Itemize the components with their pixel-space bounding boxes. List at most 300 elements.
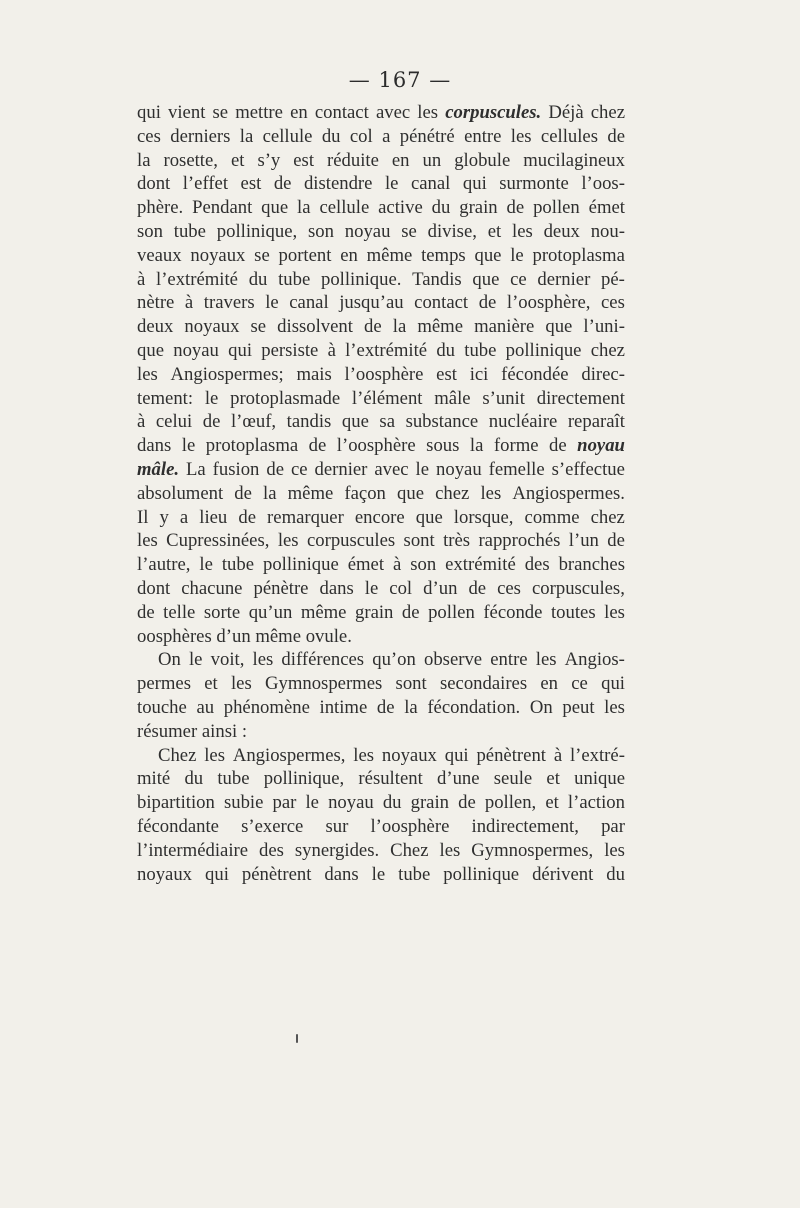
word: temps	[421, 244, 466, 266]
word: tube	[173, 220, 206, 242]
word: deux	[137, 316, 174, 338]
word: même	[417, 316, 463, 338]
word: cellule	[262, 125, 313, 147]
word: de	[364, 316, 382, 338]
text-line	[137, 410, 625, 434]
word: sur	[325, 815, 349, 837]
word: divise,	[427, 220, 477, 242]
italic-word: noyau	[577, 435, 625, 457]
text-line	[137, 220, 625, 244]
word: que	[137, 339, 164, 361]
word: portent	[278, 244, 332, 266]
word: du	[382, 792, 402, 814]
word: façon	[344, 482, 386, 504]
word: remarquer	[267, 506, 344, 528]
word: pénétré	[399, 125, 455, 147]
word: reparaît	[567, 411, 625, 433]
word: même	[366, 244, 413, 266]
word: de	[478, 292, 497, 314]
word: persiste	[261, 339, 319, 361]
word: synergides.	[294, 839, 380, 861]
word: secondaires	[439, 673, 528, 695]
word: des	[259, 839, 284, 861]
word: mâle	[434, 387, 471, 409]
word: le	[199, 554, 213, 576]
word: se	[250, 316, 267, 338]
word: chez	[435, 482, 470, 504]
word: noyau	[436, 458, 482, 480]
word: en	[540, 673, 559, 695]
word: à	[553, 744, 563, 766]
word: son	[137, 220, 163, 242]
word: dans	[324, 863, 359, 885]
word: dans	[137, 435, 172, 457]
word: que	[545, 316, 573, 338]
word: ce	[290, 458, 308, 480]
word: du	[184, 768, 204, 790]
word: pollinique	[443, 863, 520, 885]
word: chez	[590, 102, 625, 123]
word: tube	[398, 863, 431, 885]
word: deux	[543, 220, 580, 242]
word: en	[340, 244, 358, 266]
text-line	[137, 791, 625, 815]
word: noyau	[173, 339, 219, 361]
word: s’effectue	[551, 458, 625, 480]
text-line	[137, 577, 625, 601]
word: à	[137, 268, 146, 290]
word: différences	[281, 649, 365, 671]
text-line	[137, 291, 625, 315]
word: Cupressinées,	[166, 530, 270, 552]
word: pollen	[533, 197, 580, 219]
word: l’oosphère	[336, 435, 416, 457]
word: se	[254, 244, 270, 266]
word: résultent	[358, 768, 423, 790]
word: pénètre	[253, 577, 309, 599]
word: sont	[395, 673, 427, 695]
word: Il	[137, 506, 149, 528]
word: l’action	[567, 792, 625, 814]
word: Angiospermes;	[170, 363, 284, 385]
text-line	[137, 387, 625, 411]
word: qu’un	[248, 601, 293, 623]
word: pollinique.	[320, 268, 402, 290]
word: surmonte	[499, 173, 569, 195]
word: col	[349, 125, 373, 147]
text-line	[137, 482, 625, 506]
word: que	[415, 506, 443, 528]
word: celui	[155, 411, 193, 433]
word: chez	[590, 339, 625, 361]
word: extrémité	[445, 554, 516, 576]
word: manière	[474, 316, 535, 338]
word: dernier	[537, 268, 591, 290]
word: avec	[375, 102, 411, 123]
word: l’oosphère	[370, 815, 450, 837]
word: nou-	[590, 220, 625, 242]
word: et	[546, 768, 560, 790]
word: de	[607, 125, 625, 147]
word: grain	[355, 601, 394, 623]
word: mais	[296, 363, 332, 385]
word: à	[184, 292, 194, 314]
word: entre	[490, 649, 528, 671]
word: Gymnospermes,	[471, 839, 594, 861]
word: mité	[137, 768, 171, 790]
word: dans	[319, 577, 354, 599]
text-line	[137, 149, 625, 173]
word: le	[364, 577, 379, 599]
text-line	[137, 839, 625, 863]
word: cellules	[540, 125, 598, 147]
word: le	[188, 649, 203, 671]
word: l’œuf,	[230, 411, 277, 433]
word: jusqu’au	[339, 292, 404, 314]
word: telle	[163, 601, 196, 623]
word: travers	[203, 292, 255, 314]
word: rapprochés	[478, 530, 561, 552]
text-line	[137, 744, 625, 768]
word: pollen	[428, 601, 475, 623]
word: peut	[562, 696, 595, 718]
word: substance	[405, 411, 479, 433]
word: le	[181, 435, 196, 457]
word: col	[389, 577, 413, 599]
word: sorte	[203, 601, 241, 623]
word: de	[273, 173, 292, 195]
text-line	[137, 125, 625, 149]
text-line	[137, 553, 625, 577]
word: les	[204, 744, 225, 766]
word: les	[230, 673, 252, 695]
word: fécondée	[501, 363, 569, 385]
word: avec	[374, 458, 409, 480]
word: de	[137, 601, 155, 623]
word: et	[204, 673, 218, 695]
word: que	[474, 244, 502, 266]
word: toutes	[550, 601, 596, 623]
word: émet	[347, 554, 385, 576]
word: active	[378, 197, 423, 219]
text-line	[137, 268, 625, 292]
word: indirectement,	[471, 815, 579, 837]
word: de	[234, 482, 252, 504]
word: nètre	[137, 292, 175, 314]
text-line	[137, 434, 625, 458]
word: Tandis	[412, 268, 462, 290]
word: qui	[137, 102, 161, 123]
word: chez	[590, 506, 625, 528]
text-line	[137, 172, 625, 196]
word: du	[321, 125, 341, 147]
text-line	[137, 315, 625, 339]
word: tube	[278, 268, 311, 290]
word: fusion	[212, 458, 260, 480]
word: le	[384, 173, 399, 195]
word: absolument	[137, 482, 224, 504]
word: La	[186, 458, 206, 480]
word: de	[266, 458, 284, 480]
word: :	[241, 720, 248, 742]
word: ces	[497, 577, 521, 599]
word: l’autre,	[137, 554, 191, 576]
ink-speck	[296, 1034, 298, 1043]
word: ovule.	[305, 625, 352, 647]
word: que	[261, 197, 289, 219]
word: femelle	[488, 458, 545, 480]
word: oosphères	[137, 625, 212, 647]
word: de	[607, 530, 625, 552]
word: de	[506, 197, 525, 219]
word: voit,	[210, 649, 245, 671]
text-line	[137, 863, 625, 887]
word: l’oos-	[581, 173, 625, 195]
word: les	[535, 649, 557, 671]
word: se	[212, 102, 229, 123]
word: dernier	[314, 458, 368, 480]
text-line	[137, 363, 625, 387]
word: noyaux	[184, 316, 240, 338]
word: tube	[217, 768, 250, 790]
word: l’extrémité	[156, 268, 238, 290]
word: le	[371, 863, 386, 885]
text-line	[137, 529, 625, 553]
word: qui	[601, 673, 625, 695]
word: que	[341, 411, 369, 433]
word: à	[327, 339, 336, 361]
word: un	[422, 149, 442, 171]
word: les	[353, 744, 375, 766]
word: l’élément	[351, 387, 423, 409]
word: de	[549, 435, 567, 457]
word: mucilagineux	[523, 149, 625, 171]
word: les	[137, 530, 158, 552]
word: canal	[289, 292, 329, 314]
word: en	[290, 102, 308, 123]
word: de	[468, 577, 487, 599]
word: Gymnospermes	[264, 673, 383, 695]
word: vient	[168, 102, 206, 123]
word: est	[240, 173, 262, 195]
word: sa	[379, 411, 395, 433]
word: le	[510, 244, 524, 266]
word: les	[604, 839, 625, 861]
word: de	[401, 601, 420, 623]
word: l’extrémité	[345, 339, 428, 361]
word: dérivent	[532, 863, 594, 885]
word: l’oosphère,	[506, 292, 591, 314]
word: branches	[558, 554, 625, 576]
word: noyau	[328, 792, 374, 814]
word: lorsque,	[453, 506, 514, 528]
word: par	[272, 792, 297, 814]
word: Chez	[158, 744, 197, 766]
word: phère.	[137, 197, 184, 219]
word: Angiospermes,	[232, 744, 346, 766]
word: a	[382, 125, 391, 147]
word: les	[417, 102, 439, 123]
word: l’extré-	[569, 744, 625, 766]
text-line	[137, 767, 625, 791]
word: en	[391, 149, 410, 171]
word: entre	[464, 125, 502, 147]
word: ces	[137, 125, 161, 147]
text-line	[137, 648, 625, 672]
text-line	[137, 339, 625, 363]
word: canal	[410, 173, 451, 195]
word: du	[606, 863, 625, 885]
word: même	[300, 601, 347, 623]
word: qui	[205, 863, 229, 885]
word: protoplasmade	[230, 387, 341, 409]
text-line	[137, 506, 625, 530]
word: les	[439, 839, 461, 861]
word: s’exerce	[241, 815, 304, 837]
word: le	[305, 792, 319, 814]
word: protoplasma	[532, 244, 625, 266]
word: et	[230, 149, 245, 171]
word: même	[255, 625, 302, 647]
word: même	[287, 482, 334, 504]
word: les	[604, 601, 625, 623]
word: Déjà	[548, 102, 584, 123]
word: émet	[588, 197, 625, 219]
word: l’un	[568, 530, 599, 552]
word: du	[436, 339, 456, 361]
word: pénètrent	[476, 744, 546, 766]
word: comme	[524, 506, 580, 528]
word: le	[415, 458, 430, 480]
word: de	[308, 435, 327, 457]
word: distendre	[303, 173, 373, 195]
word: la	[469, 435, 484, 457]
word: permes	[137, 673, 191, 695]
word: Angios-	[564, 649, 625, 671]
word: ces	[601, 292, 625, 314]
word: dont	[137, 173, 171, 195]
word: la	[263, 482, 277, 504]
word: pollinique	[505, 339, 582, 361]
word: ainsi	[201, 720, 238, 742]
text-line	[137, 244, 625, 268]
word: les	[252, 649, 274, 671]
word: noyaux	[137, 863, 193, 885]
word: Angiospermes.	[512, 482, 625, 504]
word: résumer	[137, 720, 198, 742]
word: est	[293, 149, 315, 171]
word: contact	[414, 292, 469, 314]
word: l’uni-	[583, 316, 625, 338]
word: intime	[319, 696, 368, 718]
word: noyaux	[381, 744, 437, 766]
word: l’oosphère	[344, 363, 424, 385]
word: qui	[444, 744, 469, 766]
word: se	[401, 220, 417, 242]
word: les	[480, 482, 502, 504]
word: directement	[536, 387, 625, 409]
word: l’effet	[182, 173, 229, 195]
word: féconde	[483, 601, 543, 623]
word: pollinique	[262, 554, 339, 576]
text-line	[137, 625, 625, 649]
word: a	[179, 506, 189, 528]
word: de	[238, 506, 256, 528]
word: lieu	[199, 506, 228, 528]
word: dissolvent	[277, 316, 353, 338]
word: sous	[426, 435, 460, 457]
word: bipartition	[137, 792, 215, 814]
word: contact	[314, 102, 369, 123]
word: les	[604, 696, 625, 718]
word: ici	[469, 363, 489, 385]
word: d’un	[216, 625, 251, 647]
word: réduite	[327, 149, 379, 171]
word: globule	[454, 149, 511, 171]
word: forme	[493, 435, 539, 457]
word: pollen,	[484, 792, 537, 814]
word: derniers	[170, 125, 231, 147]
word: Pendant	[192, 197, 253, 219]
word: touche	[137, 696, 187, 718]
word: d’un	[423, 577, 458, 599]
word: qui	[228, 339, 253, 361]
word: que	[472, 268, 500, 290]
word: corpuscules	[306, 530, 396, 552]
word: et	[487, 220, 502, 242]
word: chacune	[181, 577, 243, 599]
word: noyau	[344, 220, 391, 242]
word: pé-	[601, 268, 625, 290]
word: les	[277, 530, 299, 552]
word: son	[410, 554, 437, 576]
word: ce	[571, 673, 588, 695]
word: grain	[410, 792, 450, 814]
word: protoplasma	[205, 435, 299, 457]
word: est	[436, 363, 457, 385]
word: pollinique,	[263, 768, 345, 790]
word: très	[443, 530, 471, 552]
text-line	[137, 696, 625, 720]
word: le	[204, 387, 219, 409]
word: du	[431, 197, 451, 219]
word: de	[376, 696, 395, 718]
word: mettre	[235, 102, 283, 123]
word: à	[137, 411, 146, 433]
text-line	[137, 196, 625, 220]
word: qu’on	[372, 649, 416, 671]
word: observe	[423, 649, 483, 671]
text-line	[137, 720, 625, 744]
text-line	[137, 458, 625, 482]
word: le	[265, 292, 279, 314]
word: nucléaire	[488, 411, 558, 433]
word: rosette,	[163, 149, 218, 171]
word: tube	[464, 339, 497, 361]
word: fécondante	[137, 815, 219, 837]
italic-word: mâle.	[137, 458, 180, 480]
text-line	[137, 815, 625, 839]
word: fécondation.	[427, 696, 521, 718]
word: du	[248, 268, 268, 290]
word: phénomène	[223, 696, 310, 718]
text-line	[137, 672, 625, 696]
word: seule	[493, 768, 533, 790]
word: à	[393, 554, 402, 576]
word: subie	[223, 792, 264, 814]
text-line	[137, 601, 625, 625]
word: de	[458, 792, 476, 814]
